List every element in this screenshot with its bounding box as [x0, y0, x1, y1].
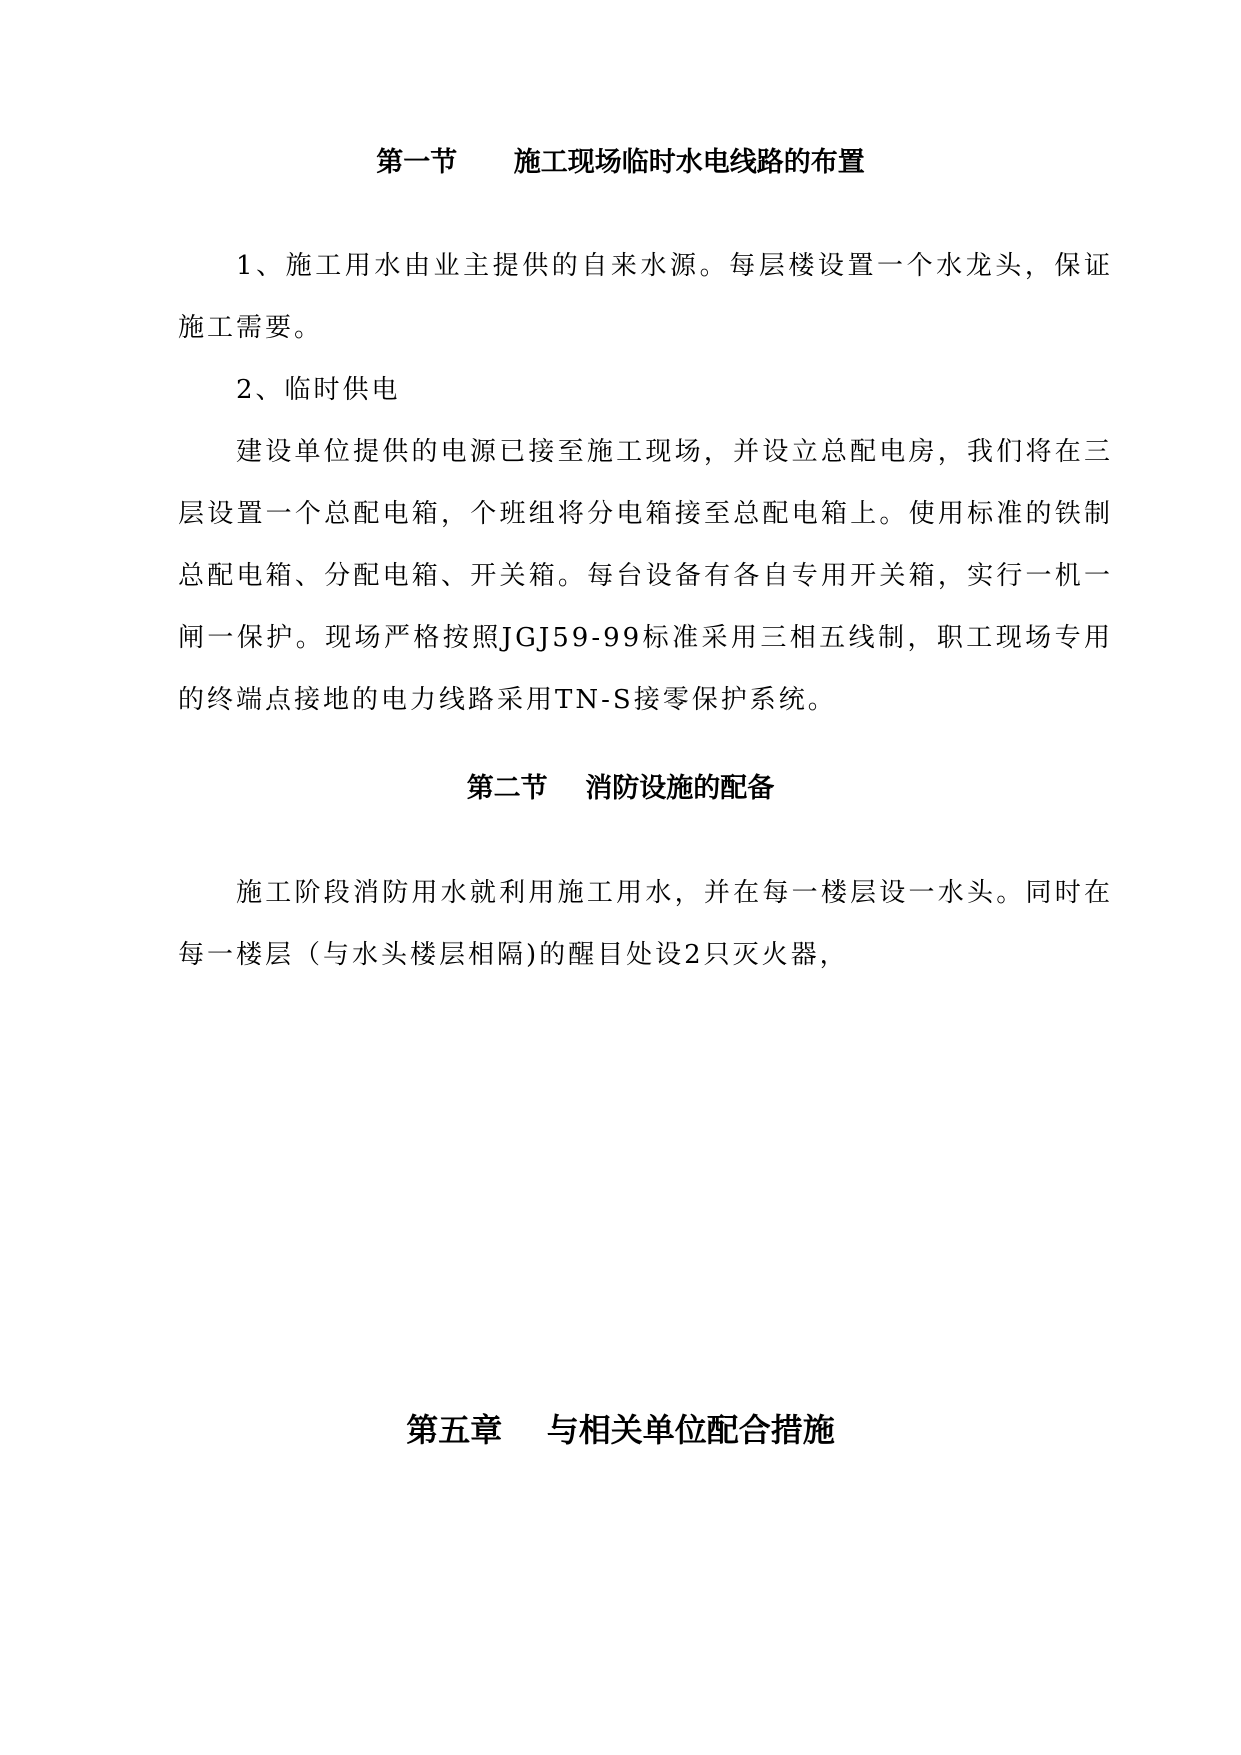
section-1-item-2: 2、临时供电	[236, 375, 401, 405]
section-1-body: 建设单位提供的电源已接至施工现场，并设立总配电房，我们将在三层设置一个总配电箱，个班组将分电箱接至总配电箱上。使用标准的铁制总配电箱、分配电箱、开关箱。每台设备有各自专用开关箱，实行一机一闸一保护。现场严格按照JGJ59-99标准采用三相五线制，职工现场专用的终端点接地的电力线路采用TN-S接零保护系统。	[178, 437, 1113, 715]
section-1-title: 第一节 施工现场临时水电线路的布置	[376, 147, 865, 178]
section-2-body: 施工阶段消防用水就利用施工用水，并在每一楼层设一水头。同时在每一楼层（与水头楼层相隔)的醒目处设2只灭火器，	[178, 878, 1113, 970]
section-1-item-1: 1、施工用水由业主提供的自来水源。每层楼设置一个水龙头，保证施工需要。	[178, 251, 1113, 343]
chapter-5-title: 第五章 与相关单位配合措施	[406, 1411, 835, 1449]
section-2-title: 第二节 消防设施的配备	[466, 773, 775, 804]
